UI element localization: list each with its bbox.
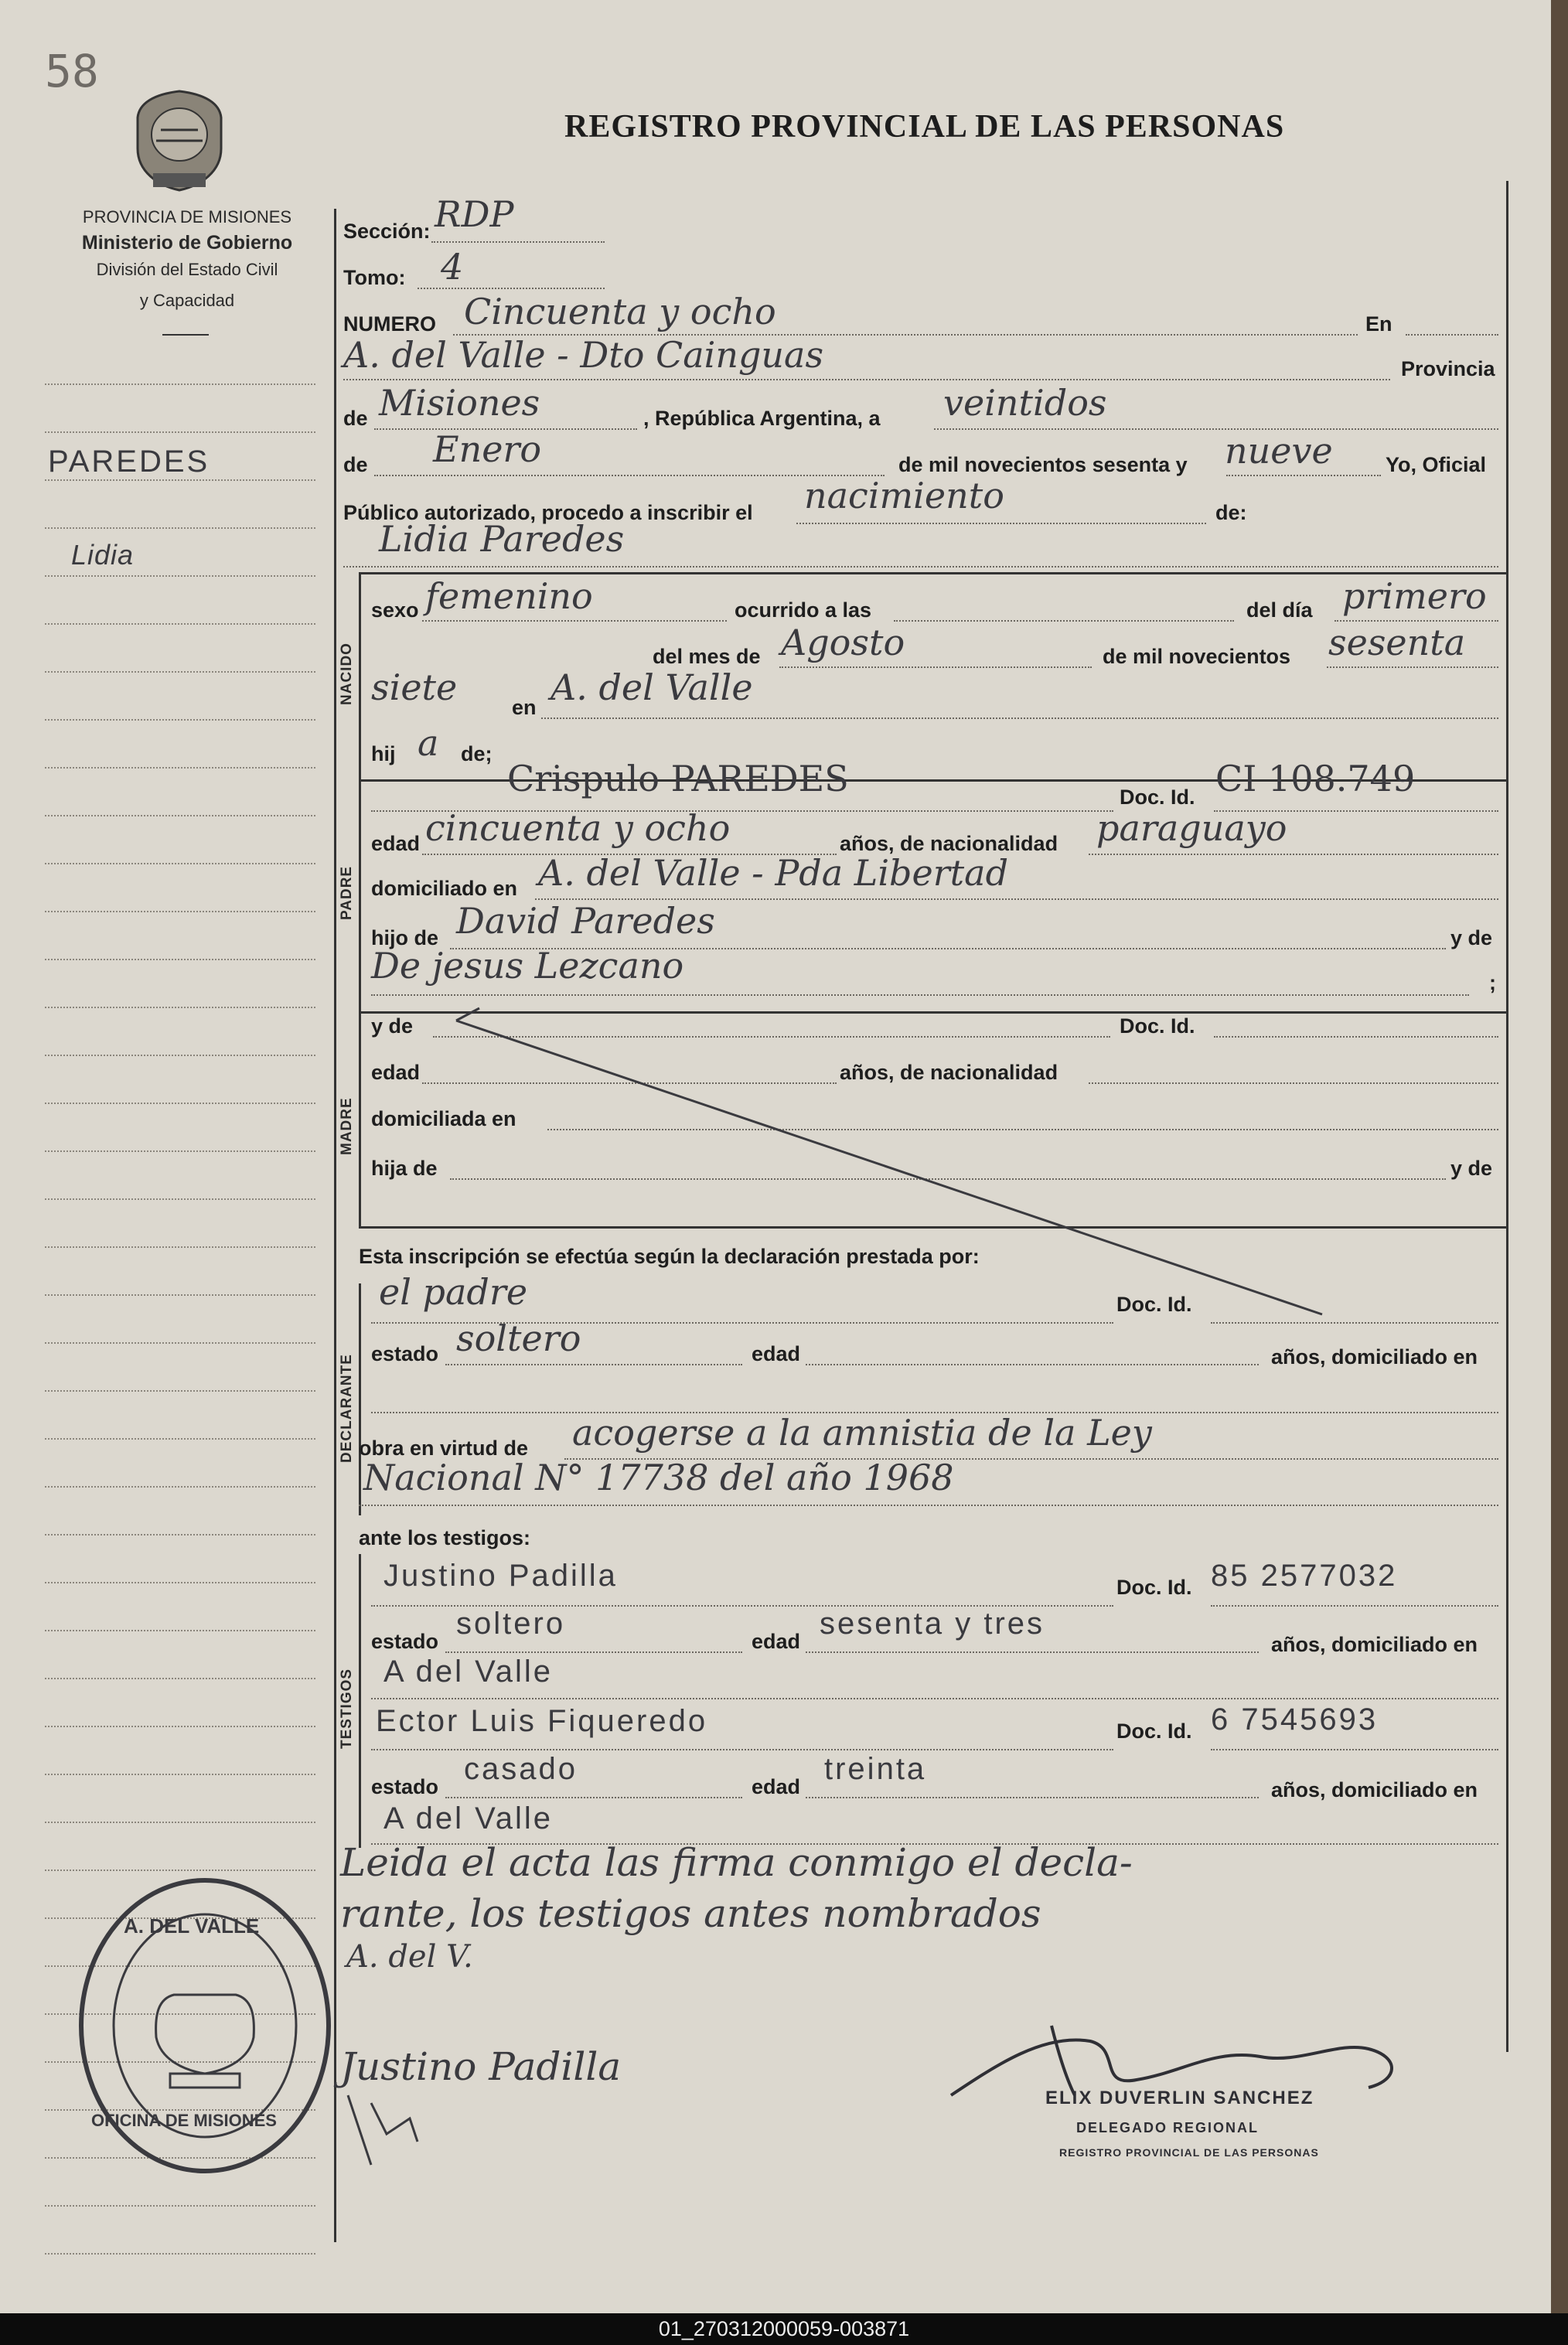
seccion-label: Sección:: [343, 220, 431, 243]
sexo-label: sexo: [371, 598, 419, 622]
padre-side-label: PADRE: [339, 865, 355, 920]
nacido-side-line: [359, 572, 361, 779]
testigo2-estado-label: estado: [371, 1775, 439, 1798]
anio-acta-value: nueve: [1225, 430, 1333, 472]
margin-given-name: Lidia: [71, 539, 135, 571]
margin-rule: [45, 575, 315, 577]
dia-value: primero: [1342, 575, 1487, 617]
madre-nac-label: años, de nacionalidad: [840, 1061, 1058, 1084]
margin-rule: [45, 863, 315, 864]
testigos-side-label: TESTIGOS: [339, 1668, 355, 1749]
mes-value: Agosto: [781, 622, 905, 663]
obra-label: obra en virtud de: [359, 1437, 529, 1460]
testigo1-estado-line: [445, 1651, 742, 1653]
anio2-value: siete: [371, 666, 458, 708]
margin-rule: [45, 431, 315, 433]
obra-value-1: acogerse a la amnistia de la Ley: [572, 1412, 1152, 1454]
margin-rule: [45, 1678, 315, 1679]
declarante-dom-label: años, domiciliado en: [1271, 1345, 1478, 1368]
header-rule: [162, 334, 209, 336]
testigo2-edad-label: edad: [752, 1775, 801, 1798]
margin-rule: [45, 623, 315, 625]
nombre-value: Lidia Paredes: [379, 518, 625, 560]
declarante-doc-line: [1211, 1322, 1498, 1324]
declarante-side-label: DECLARANTE: [339, 1354, 355, 1463]
padre-hijo-de-label: hijo de: [371, 926, 438, 949]
image-caption: 01_270312000059-003871: [658, 2317, 910, 2340]
testigo1-doc-line: [1211, 1605, 1498, 1607]
padre-edad-value: cincuenta y ocho: [425, 807, 731, 849]
official-title: DELEGADO REGIONAL: [1076, 2120, 1260, 2135]
declarante-estado-value: soltero: [456, 1317, 581, 1359]
testigo2-doc-label: Doc. Id.: [1116, 1720, 1192, 1743]
document-title: REGISTRO PROVINCIAL DE LAS PERSONAS: [564, 109, 1285, 145]
testigo2-value: Ector Luis Fiqueredo: [376, 1704, 708, 1738]
madre-side-label: MADRE: [339, 1097, 355, 1155]
margin-rule: [45, 1630, 315, 1631]
seccion-line: [431, 241, 605, 243]
nacido-top-rule: [359, 572, 1506, 574]
hora-line: [894, 620, 1234, 622]
margin-rule: [45, 671, 315, 673]
testigo2-dom-label: años, domiciliado en: [1271, 1778, 1478, 1801]
padre-nombre-value: Crispulo PAREDES: [507, 758, 849, 799]
padre-madre-line: [371, 994, 1469, 996]
tomo-line: [418, 288, 605, 289]
testigo2-estado-line: [445, 1797, 742, 1798]
hij-label: hij: [371, 742, 396, 765]
page-number: 58: [45, 45, 99, 97]
margin-rule: [45, 1486, 315, 1488]
en-line: [1406, 334, 1498, 336]
frame-right-line: [1506, 181, 1508, 2052]
declarante-side-line: [359, 1283, 361, 1515]
margin-rule: [45, 1774, 315, 1775]
en-label: En: [1365, 312, 1392, 336]
padre-dom-label: domiciliado en: [371, 877, 518, 900]
testigo1-dom-label: años, domiciliado en: [1271, 1633, 1478, 1656]
republica-label: , República Argentina, a: [643, 407, 881, 430]
obra-line-2: [359, 1505, 1498, 1506]
padre-y-de-label: y de: [1450, 926, 1493, 949]
testigo2-doc-value: 6 7545693: [1211, 1703, 1379, 1737]
margin-rule: [45, 383, 315, 385]
padre-doc-label: Doc. Id.: [1120, 786, 1195, 809]
semicolon-label: ;: [1489, 971, 1496, 994]
margin-rule: [45, 1055, 315, 1056]
acto-line: [796, 523, 1206, 524]
del-dia-label: del día: [1246, 598, 1313, 622]
provincia-label: Provincia: [1401, 357, 1495, 380]
padre-madre-value: De jesus Lezcano: [371, 945, 684, 987]
testigo1-edad-label: edad: [752, 1630, 801, 1653]
witness-signature: Justino Padilla: [340, 2044, 622, 2089]
madre-dom-label: domiciliada en: [371, 1107, 516, 1130]
testigo1-estado-label: estado: [371, 1630, 439, 1653]
testigo1-edad-line: [806, 1651, 1259, 1653]
padre-dom-value: A. del Valle - Pda Libertad: [538, 852, 1009, 894]
tomo-value: 4: [441, 246, 464, 288]
anio-line: [1327, 666, 1498, 668]
padre-nac-label: años, de nacionalidad: [840, 832, 1058, 855]
anio-acta-line: [1226, 475, 1381, 476]
madre-y-de-label: y de: [371, 1014, 414, 1038]
lugar-line: [541, 717, 1498, 719]
declarante-edad-line: [806, 1364, 1259, 1365]
official-name: ELIX DUVERLIN SANCHEZ: [1045, 2088, 1314, 2108]
madre-side-line: [359, 1011, 361, 1226]
obra-value-2: Nacional N° 17738 del año 1968: [363, 1457, 954, 1498]
margin-rule: [45, 1294, 315, 1296]
en2-label: en: [512, 696, 537, 719]
witness-scribble: [340, 2088, 464, 2180]
margin-rule: [45, 959, 315, 960]
testigo2-estado-value: casado: [464, 1752, 578, 1786]
margin-rule: [45, 815, 315, 816]
de-colon-label: de:: [1215, 501, 1247, 524]
publico-label: Público autorizado, procedo a inscribir el: [343, 501, 753, 524]
sexo-line: [422, 620, 727, 622]
margin-rule: [45, 1103, 315, 1104]
nombre-line: [343, 566, 1498, 568]
cierre-line-1: Leida el acta las firma conmigo el decla-: [340, 1840, 1133, 1885]
padre-doc-value: CI 108.749: [1215, 758, 1416, 799]
del-mes-label: del mes de: [653, 645, 761, 668]
margin-rule: [45, 911, 315, 912]
acto-value: nacimiento: [804, 475, 1004, 516]
testigos-side-line: [359, 1554, 361, 1848]
header-ministry: Ministerio de Gobierno: [81, 232, 293, 254]
margin-surname: PAREDES: [48, 445, 210, 479]
margin-rule: [45, 2253, 315, 2255]
lugar-value: A. del Valle: [551, 666, 753, 708]
testigo2-edad-value: treinta: [824, 1752, 927, 1786]
sexo-value: femenino: [425, 575, 593, 617]
header-province: PROVINCIA DE MISIONES: [82, 207, 292, 227]
margin-rule: [45, 1822, 315, 1823]
testigo2-edad-line: [806, 1797, 1259, 1798]
margin-rule: [45, 1726, 315, 1727]
testigo2-line: [371, 1749, 1113, 1750]
testigo1-value: Justino Padilla: [383, 1559, 618, 1593]
margin-rule: [45, 1390, 315, 1392]
testigo1-doc-label: Doc. Id.: [1116, 1576, 1192, 1599]
madre-edad-label: edad: [371, 1061, 421, 1084]
esta-insc-label: Esta inscripción se efectúa según la declaración prestada por:: [359, 1245, 980, 1268]
header-division: División del Estado Civil: [96, 260, 278, 279]
margin-rule: [45, 1007, 315, 1008]
margin-rule: [45, 1582, 315, 1583]
yo-oficial-label: Yo, Oficial: [1386, 453, 1487, 476]
padre-edad-label: edad: [371, 832, 421, 855]
margin-rule: [45, 527, 315, 529]
localidad-value: A. del Valle - Dto Cainguas: [343, 334, 824, 376]
margin-rule: [45, 1438, 315, 1440]
declarante-estado-label: estado: [371, 1342, 439, 1365]
provincia-value: Misiones: [379, 382, 540, 424]
strike-line: [433, 1005, 1345, 1330]
cierre-line-3: A. del V.: [346, 1939, 473, 1975]
dia-acta-value: veintidos: [943, 382, 1107, 424]
ocurrido-label: ocurrido a las: [735, 598, 872, 622]
declarante-estado-line: [445, 1364, 742, 1365]
madre-doc-label: Doc. Id.: [1120, 1014, 1195, 1038]
margin-rule: [45, 1198, 315, 1200]
margin-rule: [45, 1342, 315, 1344]
numero-value: Cincuenta y ocho: [464, 291, 776, 332]
header-capacity: y Capacidad: [139, 291, 235, 310]
margin-rule: [45, 1150, 315, 1152]
padre-nac-line: [1089, 854, 1498, 855]
testigo1-dom-value: A del Valle: [383, 1655, 554, 1689]
testigo1-estado-value: soltero: [456, 1607, 566, 1641]
mes-line: [779, 666, 1092, 668]
tomo-label: Tomo:: [343, 266, 406, 289]
testigo1-doc-value: 85 2577032: [1211, 1559, 1398, 1593]
ante-testigos-label: ante los testigos:: [359, 1526, 531, 1549]
testigo2-dom-value: A del Valle: [383, 1801, 554, 1835]
declarante-edad-label: edad: [752, 1342, 801, 1365]
localidad-line: [343, 379, 1390, 380]
anio-value: sesenta: [1328, 622, 1466, 663]
testigo1-dom-line: [371, 1698, 1498, 1699]
seal-subtext: OFICINA DE MISIONES: [91, 2111, 277, 2130]
declarante-doc-label: Doc. Id.: [1116, 1293, 1192, 1316]
hij-suffix: a: [418, 722, 439, 764]
declarante-value: el padre: [379, 1271, 528, 1313]
margin-rule: [45, 1246, 315, 1248]
cierre-line-2: rante, los testigos antes nombrados: [340, 1891, 1041, 1936]
de-mil-label: de mil novecientos: [1103, 645, 1291, 668]
margin-rule: [45, 2205, 315, 2207]
margin-rule: [45, 1534, 315, 1535]
margin-rule: [45, 719, 315, 721]
de-semi-label: de;: [461, 742, 493, 765]
testigo1-edad-value: sesenta y tres: [820, 1607, 1045, 1641]
nacido-side-label: NACIDO: [339, 642, 355, 705]
seccion-value: RDP: [435, 193, 514, 235]
padre-nac-value: paraguayo: [1096, 807, 1287, 849]
mes-acta-value: Enero: [433, 428, 542, 470]
padre-hijo-de-value: David Paredes: [456, 900, 715, 942]
padre-side-line: [359, 779, 361, 1011]
madre-y-de2-label: y de: [1450, 1157, 1493, 1180]
seal-text: A. DEL VALLE: [124, 1914, 260, 1938]
dia-acta-line: [934, 428, 1498, 430]
mil-sesenta-label: de mil novecientos sesenta y: [898, 453, 1188, 476]
de2-label: de: [343, 453, 368, 476]
official-office: REGISTRO PROVINCIAL DE LAS PERSONAS: [1059, 2146, 1319, 2159]
margin-rule: [45, 479, 315, 481]
numero-label: NUMERO: [343, 312, 436, 336]
margin-rule: [45, 767, 315, 769]
de-label: de: [343, 407, 368, 430]
testigo2-doc-line: [1211, 1749, 1498, 1750]
madre-hija-de-label: hija de: [371, 1157, 438, 1180]
provincial-crest-icon: [130, 87, 229, 193]
